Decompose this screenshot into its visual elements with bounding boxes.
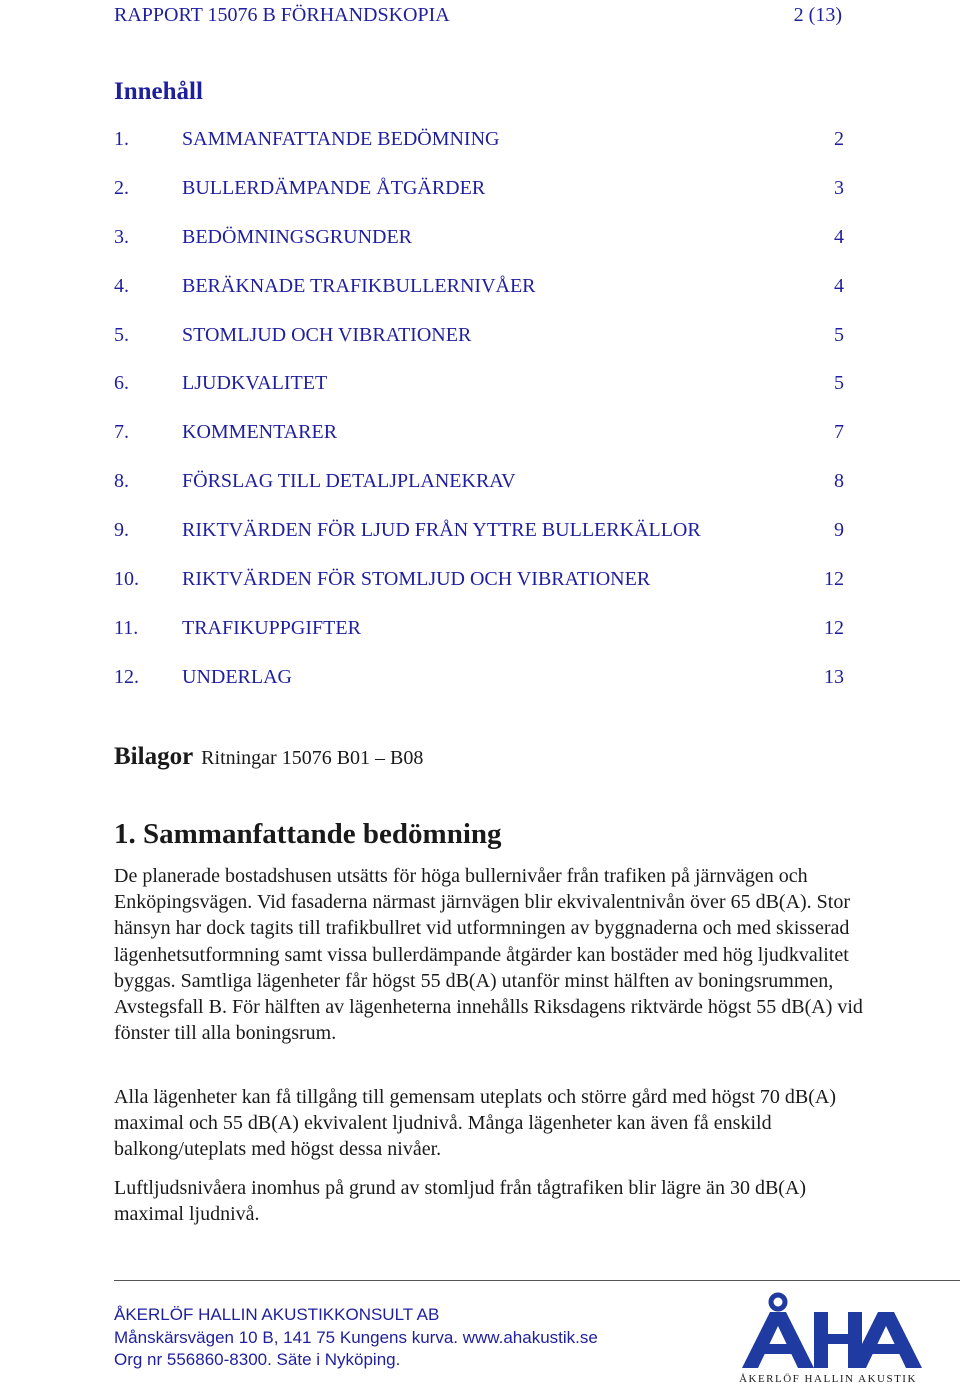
toc-item-number: 3. xyxy=(114,225,129,248)
toc-item[interactable] xyxy=(114,226,844,275)
toc-item-label: KOMMENTARER xyxy=(182,421,338,444)
footer-divider xyxy=(114,1280,960,1281)
company-logo xyxy=(728,1292,928,1384)
toc-item[interactable] xyxy=(114,617,844,666)
page-number: 2 (13) xyxy=(793,4,842,26)
toc-item-number: 5. xyxy=(114,323,129,346)
toc-item-page: 12 xyxy=(824,616,844,639)
toc-item-label: STOMLJUD OCH VIBRATIONER xyxy=(182,323,472,346)
toc-item-label: UNDERLAG xyxy=(182,665,292,688)
paragraph: Alla lägenheter kan få tillgång till gemensam uteplats och större gård med högst 70 dB(A) maximal och 55 dB(A) ekvivalent ljudnivå. Många lägenheter kan även få enskild balkong/uteplats med högst dessa nivåer. xyxy=(114,1086,837,1161)
toc-item[interactable] xyxy=(114,421,844,470)
toc-item-page: 12 xyxy=(824,568,844,591)
toc-item-page: 9 xyxy=(834,519,844,542)
toc-item-page: 8 xyxy=(834,470,844,493)
toc-item[interactable] xyxy=(114,324,844,373)
toc-item-number: 6. xyxy=(114,372,129,395)
paragraph: De planerade bostadshusen utsätts för höga bullernivåer från trafiken på järnvägen och Enköpingsvägen. Vid fasaderna närmast järnvägen blir ekvivalentnivån över 65 dB(A). Stor hänsyn har dock tagits till trafikbullret vid utformningen av byggnaderna och med skisserad lägenhetsutformning samt vissa bullerdämpande åtgärder kan bostäder med hög ljudkvalitet byggas. Samtliga lägenheter får högst 55 dB(A) utanför minst hälften av boningsrummen, Avstegsfall B. För hälften av lägenheterna innehålls Riksdagens riktvärde högst 55 dB(A) vid fönster till alla boningsrum. xyxy=(114,865,863,1045)
toc-item-page: 13 xyxy=(824,665,844,688)
toc-item[interactable] xyxy=(114,275,844,324)
section-heading: 1. Sammanfattande bedömning xyxy=(114,818,502,850)
toc-item-number: 10. xyxy=(114,568,139,591)
toc-item-label: SAMMANFATTANDE BEDÖMNING xyxy=(182,128,500,150)
toc-item-page: 4 xyxy=(834,225,844,248)
toc-item[interactable] xyxy=(114,372,844,421)
toc-item-number: 7. xyxy=(114,421,129,444)
footer xyxy=(114,1304,598,1372)
logo-text: ÅKERLÖF HALLIN AKUSTIK xyxy=(739,1373,917,1384)
toc-item-page: 3 xyxy=(834,176,844,199)
toc-item[interactable] xyxy=(114,128,844,177)
toc-item[interactable] xyxy=(114,519,844,568)
toc-item-page: 7 xyxy=(834,421,844,444)
toc-item-label: LJUDKVALITET xyxy=(182,372,328,395)
toc-item-number: 12. xyxy=(114,665,139,688)
toc-item[interactable] xyxy=(114,177,844,226)
toc-item-label: TRAFIKUPPGIFTER xyxy=(182,616,361,639)
toc-item-label: BERÄKNADE TRAFIKBULLERNIVÅER xyxy=(182,274,536,297)
toc-item-number: 11. xyxy=(114,616,139,639)
footer-company: ÅKERLÖF HALLIN AKUSTIKKONSULT AB xyxy=(114,1305,440,1324)
appendix-line xyxy=(114,743,423,771)
toc-item[interactable] xyxy=(114,666,844,715)
toc-item-label: BULLERDÄMPANDE ÅTGÄRDER xyxy=(182,176,486,199)
appendix-text: Ritningar 15076 B01 – B08 xyxy=(201,747,424,769)
toc-item-page: 4 xyxy=(834,274,844,297)
toc-item-page: 5 xyxy=(834,372,844,395)
toc-item-label: BEDÖMNINGSGRUNDER xyxy=(182,225,413,248)
toc-item-label: RIKTVÄRDEN FÖR STOMLJUD OCH VIBRATIONER xyxy=(182,568,651,591)
toc-item-number: 4. xyxy=(114,274,129,297)
toc-item[interactable] xyxy=(114,470,844,519)
report-title: RAPPORT 15076 B FÖRHANDSKOPIA xyxy=(114,4,450,26)
footer-org: Org nr 556860-8300. Säte i Nyköping. xyxy=(114,1350,401,1369)
toc-item-number: 2. xyxy=(114,176,129,199)
table-of-contents xyxy=(114,128,844,715)
toc-item[interactable] xyxy=(114,568,844,617)
toc-item-label: FÖRSLAG TILL DETALJPLANEKRAV xyxy=(182,470,516,493)
footer-address: Månskärsvägen 10 B, 141 75 Kungens kurva. www.ahakustik.se xyxy=(114,1327,598,1347)
aha-logo-icon xyxy=(728,1292,928,1384)
appendix-heading: Bilagor xyxy=(114,743,194,770)
toc-item-number: 1. xyxy=(114,128,129,150)
toc-item-number: 9. xyxy=(114,519,129,542)
page-header xyxy=(114,4,842,26)
toc-item-label: RIKTVÄRDEN FÖR LJUD FRÅN YTTRE BULLERKÄLLOR xyxy=(182,519,701,542)
toc-heading: Innehåll xyxy=(114,78,203,105)
paragraph: Luftljudsnivåera inomhus på grund av stomljud från tågtrafiken blir lägre än 30 dB(A) maximal ljudnivå. xyxy=(114,1177,807,1226)
toc-item-number: 8. xyxy=(114,470,129,493)
toc-item-page: 5 xyxy=(834,323,844,346)
toc-item-page: 2 xyxy=(834,128,844,150)
